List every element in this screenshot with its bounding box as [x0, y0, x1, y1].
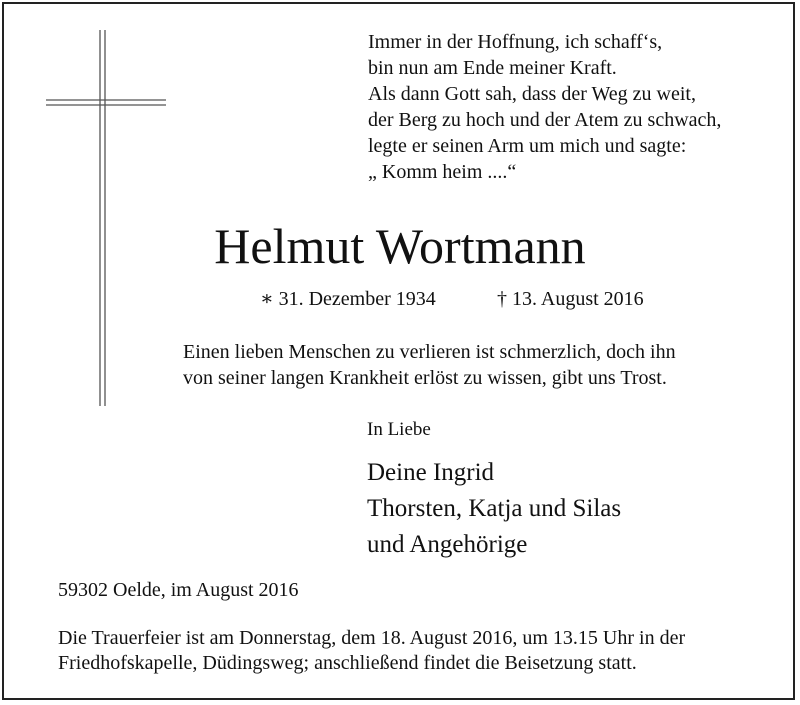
mourner-name: Deine Ingrid	[367, 459, 495, 486]
poem-line: legte er seinen Arm um mich und sagte:	[368, 135, 687, 157]
in-love-intro: In Liebe	[367, 419, 431, 440]
consolation-line: Einen lieben Menschen zu verlieren ist schmerzlich, doch ihn	[183, 341, 676, 363]
death-date: † 13. August 2016	[497, 288, 644, 310]
consolation-line: von seiner langen Krankheit erlöst zu wissen, gibt uns Trost.	[183, 367, 667, 389]
mourners-list	[367, 455, 621, 563]
birth-date: ∗ 31. Dezember 1934	[260, 288, 436, 310]
poem-line: „ Komm heim ....“	[368, 161, 517, 183]
deceased-name: Helmut Wortmann	[214, 218, 586, 274]
funeral-info	[58, 626, 685, 676]
poem	[368, 29, 721, 185]
poem-line: der Berg zu hoch und der Atem zu schwach,	[368, 109, 722, 131]
poem-line: Als dann Gott sah, dass der Weg zu weit,	[368, 83, 696, 105]
funeral-line: Friedhofskapelle, Düdingsweg; anschließend findet die Beisetzung statt.	[58, 652, 637, 674]
mourner-name: Thorsten, Katja und Silas	[367, 495, 622, 522]
poem-line: bin nun am Ende meiner Kraft.	[368, 57, 617, 79]
funeral-line: Die Trauerfeier ist am Donnerstag, dem 18. August 2016, um 13.15 Uhr in der	[58, 627, 686, 649]
place-date: 59302 Oelde, im August 2016	[58, 579, 299, 601]
consolation-text	[183, 339, 676, 391]
poem-line: Immer in der Hoffnung, ich schaff‘s,	[368, 31, 663, 53]
mourner-name: und Angehörige	[367, 531, 528, 558]
